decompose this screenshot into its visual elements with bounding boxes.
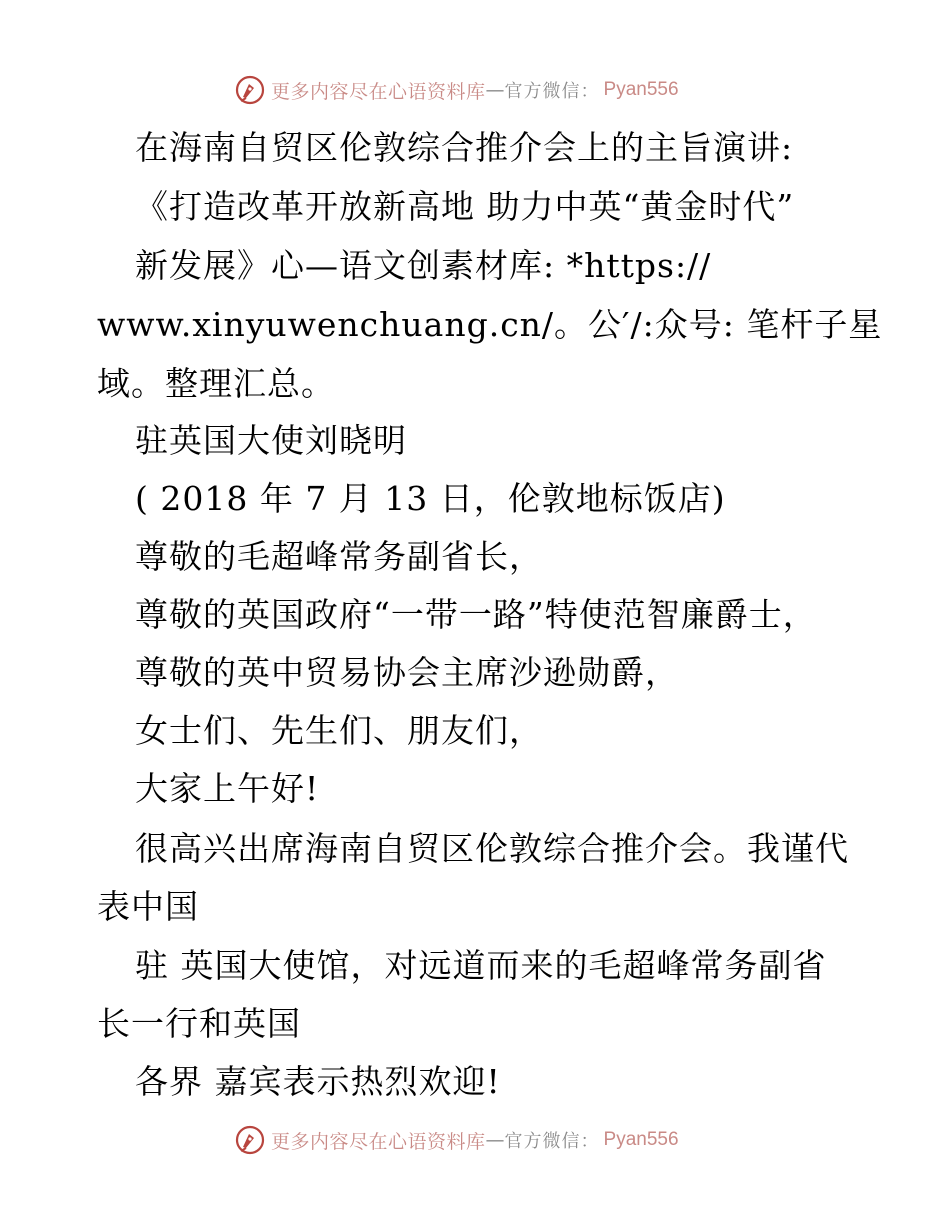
paragraph-line: 域。整理汇总。 [97, 364, 335, 403]
speech-date-location: ( 2018 年 7 月 13 日，伦敦地标饭店) [135, 479, 726, 518]
watermark-separator: — [485, 1129, 505, 1151]
paragraph-line: 驻 英国大使馆，对远道而来的毛超峰常务副省 [135, 946, 827, 985]
paragraph-line: 各界 嘉宾表示热烈欢迎! [135, 1062, 501, 1101]
footer-watermark [235, 1123, 679, 1157]
speech-title-line-2: 《打造改革开放新高地 助力中英“黄金时代” [135, 187, 795, 226]
paragraph-line: www.xinyuwenchuang.cn/。公′/:众号: 笔杆子星 [97, 305, 883, 344]
salutation-line: 尊敬的英国政府“一带一路”特使范智廉爵士， [135, 595, 817, 634]
watermark-separator: — [485, 79, 505, 101]
paragraph-line: 表中国 [97, 887, 199, 926]
header-watermark [235, 73, 679, 107]
paragraph-line: 很高兴出席海南自贸区伦敦综合推介会。我谨代 [135, 829, 849, 868]
speech-title-line-1: 在海南自贸区伦敦综合推介会上的主旨演讲: [135, 128, 794, 167]
salutation-line: 女士们、先生们、朋友们， [135, 711, 543, 750]
greeting-line: 大家上午好! [135, 769, 320, 808]
watermark-text: 更多内容尽在心语资料库 [271, 1130, 486, 1153]
pen-nib-logo-icon [235, 75, 265, 105]
pen-nib-logo-icon [235, 1125, 265, 1155]
watermark-account-label: 官方微信： [504, 1131, 600, 1152]
speaker-name: 驻英国大使刘晓明 [135, 421, 407, 460]
speech-title-line-3: 新发展》心—语文创素材库: *https:// [135, 246, 712, 285]
paragraph-line: 长一行和英国 [97, 1004, 301, 1043]
salutation-line: 尊敬的英中贸易协会主席沙逊勋爵， [135, 653, 679, 692]
watermark-account-id: Pyan556 [603, 79, 679, 100]
watermark-text: 更多内容尽在心语资料库 [271, 80, 486, 103]
watermark-account-id: Pyan556 [603, 1129, 679, 1150]
watermark-account-label: 官方微信： [504, 81, 600, 102]
salutation-line: 尊敬的毛超峰常务副省长， [135, 537, 543, 576]
